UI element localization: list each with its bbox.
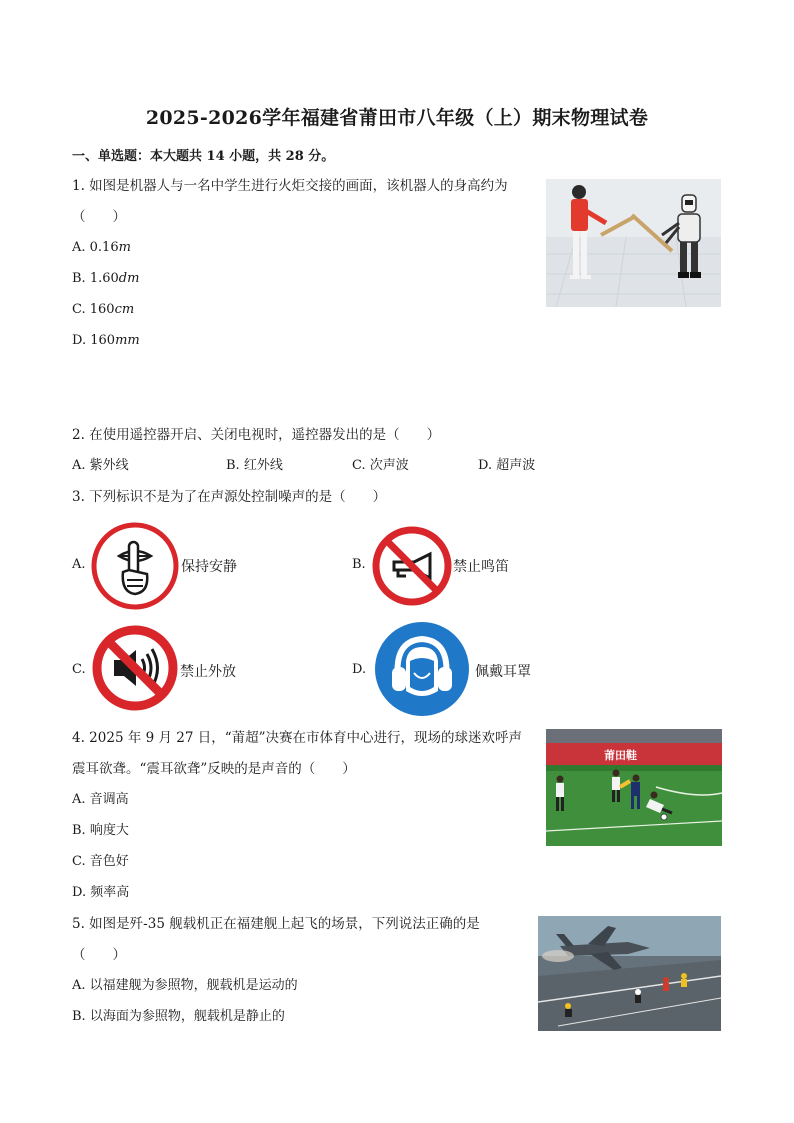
- football-match-photo: [546, 729, 722, 846]
- q5-option-b[interactable]: B. 以海面为参照物，舰载机是静止的: [72, 1009, 285, 1024]
- section-heading: 一、单选题：本大题共 14 小题，共 28 分。: [72, 149, 335, 164]
- q4-option-d[interactable]: D. 频率高: [72, 885, 130, 900]
- question-1-stem: 1. 如图是机器人与一名中学生进行火炬交接的画面，该机器人的身高约为: [72, 178, 508, 194]
- option-number: 1.60: [89, 271, 119, 286]
- option-number: 160: [90, 333, 116, 348]
- option-number: 0.16: [89, 240, 119, 255]
- stadium-banner-text: 莆田鞋: [604, 749, 637, 762]
- option-letter: A.: [72, 240, 90, 255]
- q2-option-a[interactable]: A. 紫外线: [72, 458, 129, 473]
- q3-option-b-letter[interactable]: B.: [352, 557, 366, 572]
- q1-option-b[interactable]: [72, 270, 139, 288]
- q3-option-c-letter[interactable]: C.: [72, 662, 86, 677]
- option-unit: mm: [115, 333, 140, 348]
- question-4-stem-line2: 震耳欲聋。“震耳欲聋”反映的是声音的（ ）: [72, 761, 356, 777]
- ear-protection-label: 佩戴耳罩: [475, 664, 531, 680]
- q2-option-c[interactable]: C. 次声波: [352, 458, 409, 473]
- no-loudspeaker-label: 禁止外放: [180, 664, 236, 680]
- torch-handover-photo: [546, 179, 721, 307]
- q4-option-b[interactable]: B. 响度大: [72, 823, 129, 838]
- q2-option-d[interactable]: D. 超声波: [478, 458, 536, 473]
- option-unit: m: [118, 240, 131, 255]
- q3-option-d-letter[interactable]: D.: [352, 662, 367, 677]
- q1-option-a[interactable]: [72, 239, 131, 257]
- option-letter: D.: [72, 333, 91, 348]
- question-2-stem: 2. 在使用遥控器开启、关闭电视时，遥控器发出的是（ ）: [72, 427, 441, 443]
- q3-option-a-letter[interactable]: A.: [72, 557, 86, 572]
- q1-option-c[interactable]: [72, 301, 134, 319]
- option-unit: dm: [118, 271, 140, 286]
- option-letter: C.: [72, 302, 90, 317]
- q1-option-d[interactable]: [72, 332, 140, 350]
- keep-quiet-sign-icon: [91, 522, 179, 610]
- keep-quiet-label: 保持安静: [181, 559, 237, 575]
- carrier-jet-photo: [538, 916, 721, 1031]
- q5-option-a[interactable]: A. 以福建舰为参照物，舰载机是运动的: [72, 978, 298, 993]
- no-loudspeaker-sign-icon: [92, 625, 178, 711]
- option-unit: cm: [114, 302, 135, 317]
- q4-option-c[interactable]: C. 音色好: [72, 854, 129, 869]
- no-honking-label: 禁止鸣笛: [453, 559, 509, 575]
- option-number: 160: [89, 302, 115, 317]
- page-title: 2025-2026学年福建省莆田市八年级（上）期末物理试卷: [145, 107, 649, 129]
- no-honking-sign-icon: [372, 526, 452, 606]
- question-5-stem: 5. 如图是歼-35 舰载机正在福建舰上起飞的场景，下列说法正确的是: [72, 916, 480, 932]
- q4-option-a[interactable]: A. 音调高: [72, 792, 129, 807]
- q2-option-b[interactable]: B. 红外线: [226, 458, 283, 473]
- option-letter: B.: [72, 271, 90, 286]
- question-1-paren: （ ）: [72, 209, 126, 225]
- ear-protection-sign-icon: [374, 621, 470, 717]
- question-5-paren: （ ）: [72, 947, 126, 963]
- question-3-stem: 3. 下列标识不是为了在声源处控制噪声的是（ ）: [72, 489, 387, 505]
- question-4-stem-line1: 4. 2025 年 9 月 27 日，“莆超”决赛在市体育中心进行，现场的球迷欢呼声: [72, 730, 523, 746]
